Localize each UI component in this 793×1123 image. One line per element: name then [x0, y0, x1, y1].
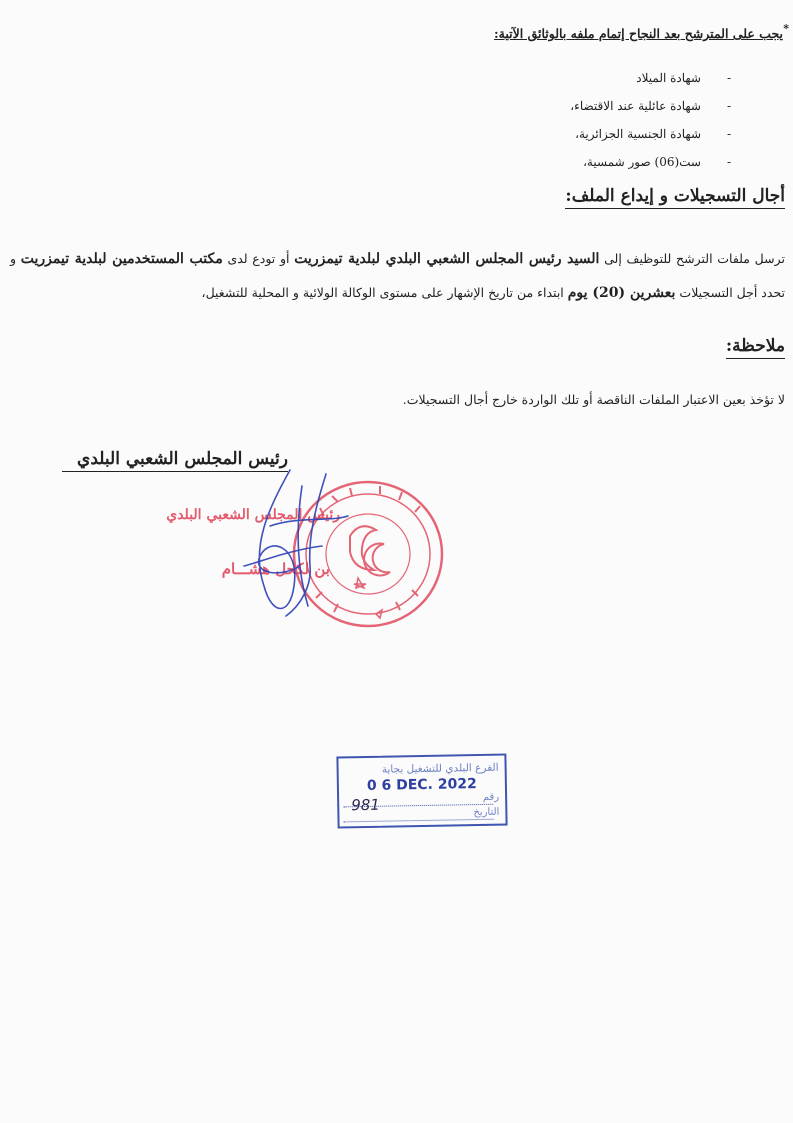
bullet-dash: -	[726, 71, 731, 85]
bullet-dash: -	[726, 127, 731, 141]
date-dotted-line	[344, 819, 494, 823]
list-item	[331, 150, 731, 178]
asterisk: *	[783, 22, 789, 35]
list-item	[331, 94, 731, 122]
bullet-dash: -	[726, 155, 731, 169]
para-bold-3: بعشرين (20) يوم	[567, 285, 676, 301]
requirements-header	[23, 22, 789, 41]
list-item-text: ست(06) صور شمسية،	[583, 155, 701, 169]
list-item	[331, 122, 731, 150]
para-text-3: و تحدد أجل التسجيلات	[10, 251, 785, 300]
signature-title: رئيس المجلس الشعبي البلدي	[62, 449, 288, 472]
deadline-section-title: أجال التسجيلات و إيداع الملف:	[565, 186, 785, 209]
required-documents-list	[331, 66, 731, 178]
handwritten-number: 981	[351, 795, 381, 815]
para-text-1: ترسل ملفات الترشح للتوظيف إلى	[599, 251, 786, 266]
handwritten-signature	[230, 466, 360, 626]
stamp-name-text: بن لكحل هشـــام	[221, 560, 330, 578]
list-item-text: شهادة عائلية عند الاقتضاء،	[570, 99, 701, 113]
para-text-2: أو تودع لدى	[222, 251, 295, 266]
stamp-office-text: الفرع البلدي للتشغيل بجاية	[381, 761, 499, 776]
note-section-title: ملاحظة:	[726, 336, 785, 359]
para-bold-1: السيد رئيس المجلس الشعبي البلدي لبلدية تيمزريت	[294, 251, 600, 267]
stamp-role-text: رئيس المجلس الشعبي البلدي	[166, 507, 340, 523]
stamp-number-label: رقم	[482, 791, 500, 803]
registration-stamp	[336, 754, 507, 829]
list-item	[331, 66, 731, 94]
para-text-4: ابتداء من تاريخ الإشهار على مستوى الوكالة الولائية و المحلية للتشغيل،	[201, 285, 568, 300]
list-item-text: شهادة الميلاد	[636, 71, 701, 85]
list-item-text: شهادة الجنسية الجزائرية،	[575, 127, 701, 141]
stamp-date-label: التاريخ	[473, 806, 500, 819]
requirements-header-text: يجب على المترشح بعد النجاح إتمام ملفه بالوثائق الآتية:	[494, 26, 783, 41]
deadline-paragraph	[10, 242, 785, 310]
para-bold-2: مكتب المستخدمين لبلدية تيمزريت	[20, 251, 223, 267]
note-text: لا تؤخذ بعين الاعتبار الملفات الناقصة أو تلك الواردة خارج أجال التسجيلات.	[402, 392, 785, 407]
bullet-dash: -	[726, 99, 731, 113]
stamp-date: 0 6 DEC. 2022	[366, 776, 477, 794]
